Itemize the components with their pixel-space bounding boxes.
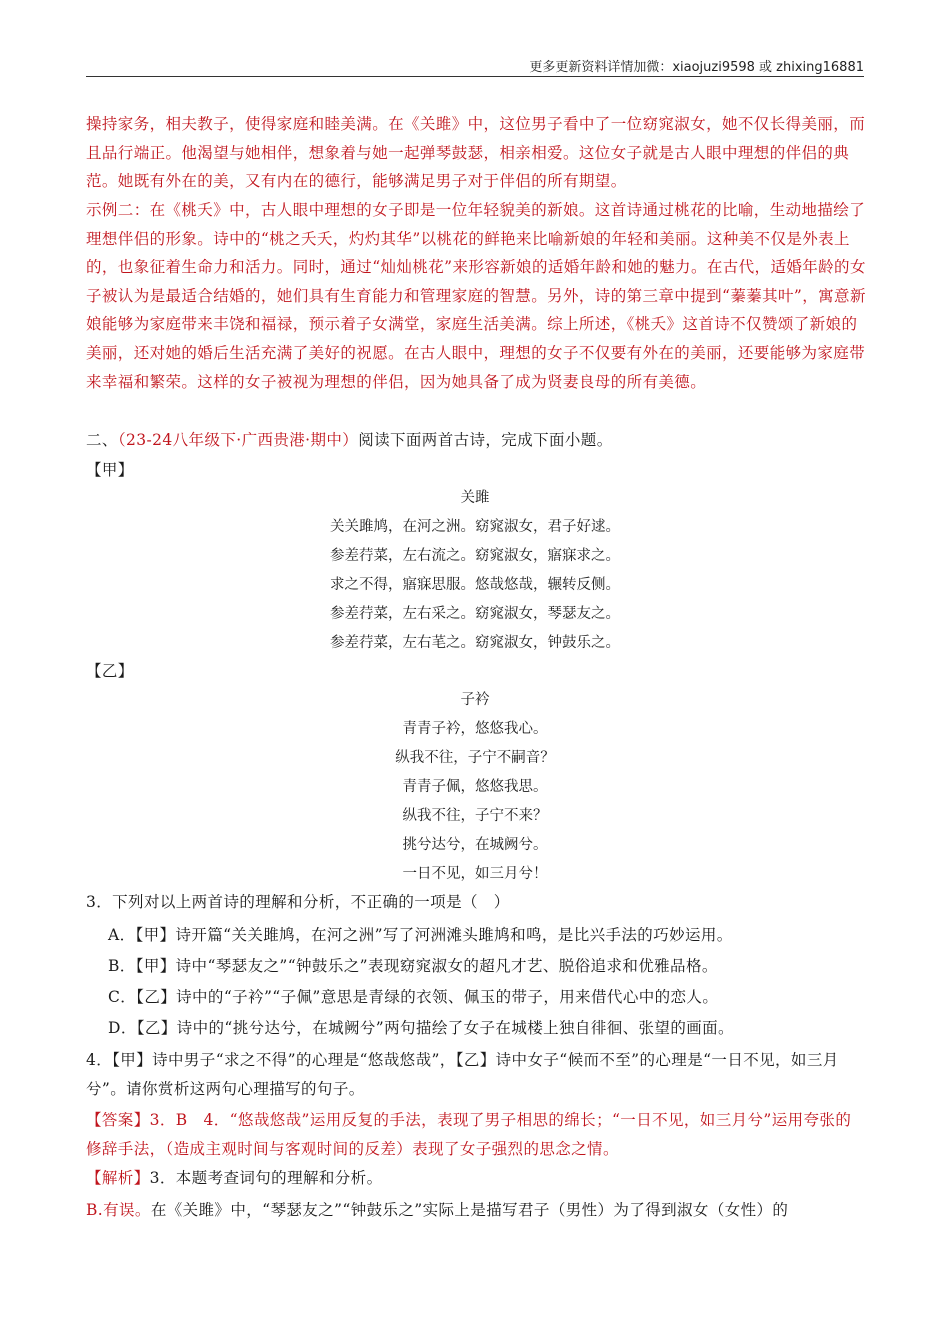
poem-b-line: 纵我不往，子宁不嗣音？ (395, 750, 555, 766)
option-a (108, 920, 868, 951)
option-text: 【甲】诗中“琴瑟友之”“钟鼓乐之”表现窈窕淑女的超凡才艺、脱俗追求和优雅品格。 (135, 957, 718, 975)
poem-b-line: 青青子衿，悠悠我心。 (402, 721, 548, 737)
poem-b-title: 子衿 (460, 692, 490, 708)
question-3-stem: 3．下列对以上两首诗的理解和分析，不正确的一项是（ ） (86, 893, 510, 911)
poem-b-line: 青青子佩，悠悠我思。 (402, 779, 548, 795)
poem-a (0, 484, 950, 658)
poem-b-line: 一日不见，如三月兮！ (402, 866, 548, 882)
section-source: （23-24八年级下·广西贵港·期中） (117, 431, 359, 449)
analysis-b-text (86, 1201, 788, 1219)
option-c (108, 982, 868, 1013)
analysis-text: 3．本题考查词句的理解和分析。 (149, 1169, 383, 1187)
analysis-line (86, 1164, 866, 1193)
poem-b (0, 686, 950, 889)
option-letter: B． (108, 957, 136, 975)
analysis-b-line (86, 1196, 866, 1225)
question-4: 4．【甲】诗中男子“求之不得”的心理是“悠哉悠哉”，【乙】诗中女子“候而不至”的心理是“一日不见，如三月兮”。请你赏析这两句心理描写的句子。 (86, 1051, 839, 1098)
analysis-b-verdict: B.有误。 (86, 1201, 151, 1219)
poem-a-marker: 【甲】 (86, 461, 134, 479)
poem-a-line: 参差荇菜，左右采之。窈窕淑女，琴瑟友之。 (330, 606, 620, 622)
poem-b-line: 纵我不往，子宁不来？ (402, 808, 548, 824)
option-d (108, 1013, 868, 1044)
poem-b-marker: 【乙】 (86, 662, 134, 680)
poem-a-line: 关关雎鸠，在河之洲。窈窕淑女，君子好逑。 (330, 519, 620, 535)
answer-block (86, 1106, 866, 1163)
answer-text: 3．B 4．“悠哉悠哉”运用反复的手法，表现了男子相思的绵长；“一日不见，如三月兮”运用夸张的修辞手法，（造成主观时间与客观时间的反差）表现了女子强烈的思念之情。 (86, 1111, 852, 1158)
section-two-heading (86, 426, 866, 455)
option-b (108, 951, 868, 982)
option-letter: A． (108, 926, 136, 944)
section-number: 二、 (86, 431, 118, 449)
example-two-paragraph: 示例二：在《桃夭》中，古人眼中理想的女子即是一位年轻貌美的新娘。这首诗通过桃花的比喻，生动地描绘了理想伴侣的形象。诗中的“桃之夭夭，灼灼其华”以桃花的鲜艳来比喻新娘的年轻和美丽。这种美不仅是外表上的，也象征着生命力和活力。同时，通过“灿灿桃花”来形容新娘的适婚年龄和她的魅力。在古代，适婚年龄的女子被认为是最适合结婚的，她们具有生育能力和管理家庭的智慧。另外，诗的第三章中提到“蓁蓁其叶”，寓意新娘能够为家庭带来丰饶和福禄，预示着子女满堂，家庭生活美满。综上所述，《桃夭》这首诗不仅赞颂了新娘的美丽，还对她的婚后生活充满了美好的祝愿。在古人眼中，理想的女子不仅要有外在的美丽，还要能够为家庭带来幸福和繁荣。这样的女子被视为理想的伴侣，因为她具备了成为贤妻良母的所有美德。 (86, 201, 866, 391)
option-letter: C． (108, 988, 137, 1006)
poem-a-title: 关雎 (460, 490, 490, 506)
analysis-b-explanation: 在《关雎》中，“琴瑟友之”“钟鼓乐之”实际上是描写君子（男性）为了得到淑女（女性）的 (150, 1201, 789, 1219)
question-3-options (108, 920, 868, 1044)
page-header: 更多更新资料详情加微：xiaojuzi9598 或 zhixing16881 (86, 56, 864, 77)
poem-a-line: 参差荇菜，左右芼之。窈窕淑女，钟鼓乐之。 (330, 635, 620, 651)
option-text: 【乙】诗中的“挑兮达兮，在城阙兮”两句描绘了女子在城楼上独自徘徊、张望的画面。 (136, 1019, 734, 1037)
poem-a-line: 求之不得，寤寐思服。悠哉悠哉，辗转反侧。 (330, 577, 620, 593)
answer-label: 【答案】 (86, 1111, 150, 1129)
option-text: 【乙】诗中的“子衿”“子佩”意思是青绿的衣领、佩玉的带子，用来借代心中的恋人。 (136, 988, 719, 1006)
option-text: 【甲】诗开篇“关关雎鸠，在河之洲”写了河洲滩头雎鸠和鸣，是比兴手法的巧妙运用。 (135, 926, 733, 944)
intro-paragraph: 操持家务，相夫教子，使得家庭和睦美满。在《关雎》中，这位男子看中了一位窈窕淑女，她不仅长得美丽，而且品行端正。他渴望与她相伴，想象着与她一起弹琴鼓瑟，相亲相爱。这位女子就是古人眼中理想的伴侣的典范。她既有外在的美，又有内在的德行，能够满足男子对于伴侣的所有期望。 (86, 115, 866, 191)
poem-a-line: 参差荇菜，左右流之。窈窕淑女，寤寐求之。 (330, 548, 620, 564)
analysis-label: 【解析】 (86, 1169, 150, 1187)
poem-b-line: 挑兮达兮，在城阙兮。 (402, 837, 548, 853)
option-letter: D． (108, 1019, 137, 1037)
section-instruction: 阅读下面两首古诗，完成下面小题。 (358, 431, 613, 449)
